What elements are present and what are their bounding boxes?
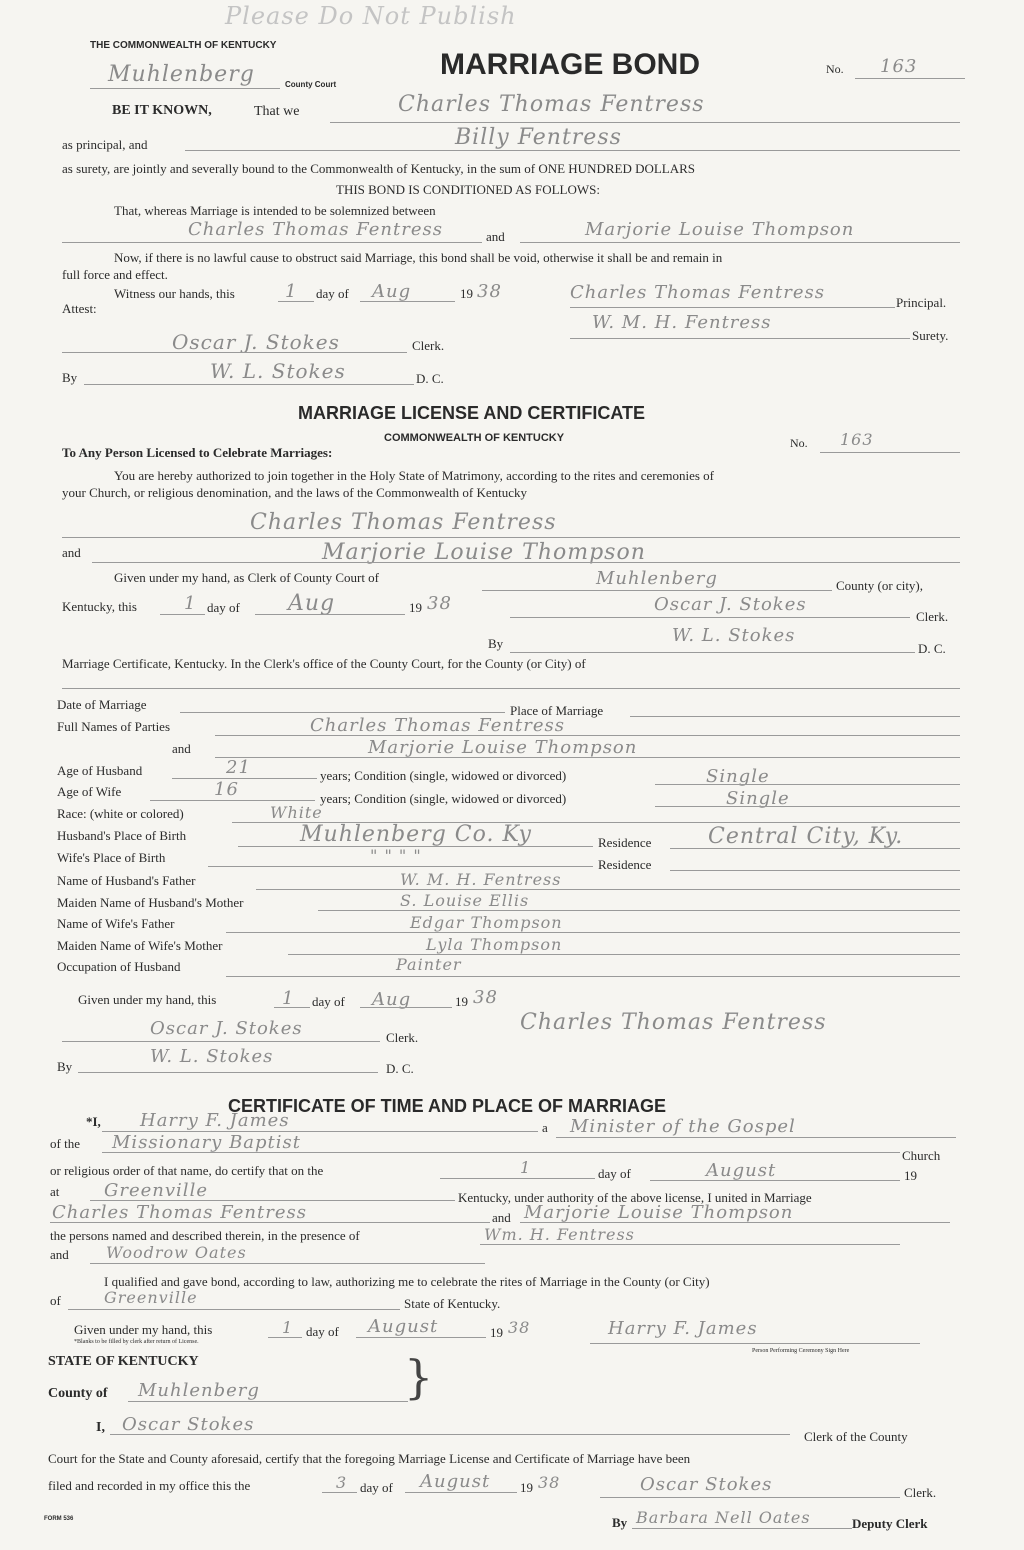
line	[92, 562, 960, 563]
wife-father: Edgar Thompson	[410, 913, 563, 932]
line	[215, 735, 960, 736]
state-year-prefix: 19	[520, 1480, 533, 1495]
bond-county: Muhlenberg	[108, 62, 255, 87]
whereas-text: That, whereas Marriage is intended to be solemnized between	[114, 203, 436, 218]
cert-year: 38	[473, 987, 498, 1008]
age-husband-label: Age of Husband	[57, 763, 143, 778]
state-of-kentucky: STATE OF KENTUCKY	[48, 1354, 199, 1369]
sign-here-note: Person Performing Ceremony Sign Here	[752, 1348, 850, 1354]
license-dc-signature: W. L. Stokes	[672, 625, 796, 646]
time-place-title: CERTIFICATE OF TIME AND PLACE OF MARRIAGE	[228, 1096, 666, 1116]
bond-groom: Charles Thomas Fentress	[188, 219, 443, 240]
license-month: Aug	[288, 591, 336, 616]
bond-no-value: 163	[880, 56, 918, 77]
year-prefix: 19	[460, 286, 473, 301]
date-of-marriage-label: Date of Marriage	[57, 697, 147, 712]
cert-clerk-signature: Oscar J. Stokes	[150, 1018, 303, 1039]
line	[62, 1041, 380, 1042]
tp-of-label: of	[50, 1293, 61, 1308]
line	[655, 784, 960, 785]
line	[150, 800, 315, 801]
bond-bride: Marjorie Louise Thompson	[585, 219, 855, 240]
tp-day: 1	[520, 1158, 532, 1177]
form-number: FORM 536	[44, 1516, 74, 1522]
bond-county-line	[90, 88, 280, 89]
clerk-of-county-text: Clerk of the County	[804, 1429, 908, 1444]
i-label: *I,	[86, 1114, 101, 1129]
line	[110, 1434, 790, 1435]
kentucky-under-text: Kentucky, under authority of the above license, I united in Marriage	[458, 1190, 812, 1205]
line	[226, 976, 960, 977]
tp-and-2: and	[50, 1247, 69, 1262]
applicant-signature: Charles Thomas Fentress	[520, 1010, 827, 1035]
tp-given-text: Given under my hand, this	[74, 1322, 213, 1337]
certificate-intro: Marriage Certificate, Kentucky. In the Clerk's office of the County Court, for the County (or City) of	[62, 656, 586, 671]
line	[278, 301, 314, 302]
line	[480, 1244, 900, 1245]
state-of-ky-text: State of Kentucky.	[404, 1296, 501, 1311]
cert-given-text: Given under my hand, this	[78, 992, 217, 1007]
cert-dc-label: D. C.	[386, 1061, 414, 1076]
line	[670, 870, 960, 871]
cert-day-of: day of	[312, 994, 345, 1009]
bond-year: 38	[477, 281, 502, 302]
line	[570, 338, 910, 339]
bond-by-label: By	[62, 370, 78, 385]
license-day: 1	[184, 593, 197, 614]
state-i-label: I,	[96, 1420, 105, 1435]
license-groom: Charles Thomas Fentress	[250, 510, 557, 535]
bond-title: MARRIAGE BOND	[440, 48, 700, 81]
bond-principal-name: Charles Thomas Fentress	[398, 92, 705, 117]
license-clerk-signature: Oscar J. Stokes	[654, 594, 807, 615]
at-label: at	[50, 1184, 60, 1199]
line	[482, 590, 832, 591]
brace: }	[404, 1350, 434, 1404]
tp-month: August	[706, 1160, 777, 1181]
race-value: White	[270, 803, 323, 822]
surety-signature: W. M. H. Fentress	[592, 312, 772, 333]
tp-day-of: day of	[598, 1166, 631, 1181]
line	[50, 1222, 490, 1223]
court-text: Court for the State and County aforesaid, certify that the foregoing Marriage License and Certificate of Marriage have been	[48, 1451, 691, 1466]
minister-signature: Harry F. James	[608, 1318, 758, 1339]
line	[570, 307, 895, 308]
cert-by-label: By	[57, 1059, 73, 1074]
years-condition-husband: years; Condition (single, widowed or divorced)	[320, 768, 567, 783]
license-year-prefix: 19	[409, 600, 422, 615]
line	[820, 452, 960, 453]
line	[520, 1222, 950, 1223]
minister-name: Harry F. James	[140, 1110, 290, 1131]
of-the-label: of the	[50, 1136, 80, 1151]
husband-birth-label: Husband's Place of Birth	[57, 828, 187, 843]
license-and-label: and	[62, 545, 81, 560]
church-label: Church	[902, 1148, 941, 1163]
religious-order-text: or religious order of that name, do certify that on the	[50, 1163, 324, 1178]
license-clerk-label: Clerk.	[916, 609, 949, 624]
bond-dc-label: D. C.	[416, 371, 444, 386]
license-dc-label: D. C.	[918, 641, 946, 656]
license-county: Muhlenberg	[596, 568, 718, 589]
bond-month: Aug	[372, 281, 412, 302]
bond-surety-name: Billy Fentress	[455, 125, 622, 150]
line	[356, 1337, 486, 1338]
cert-day: 1	[282, 988, 295, 1009]
state-day: 3	[336, 1473, 348, 1492]
license-year: 38	[427, 593, 452, 614]
wife-birth: " " " "	[370, 846, 422, 865]
surety-label: Surety.	[912, 328, 949, 343]
tp-given-year: 38	[508, 1318, 531, 1337]
bond-dc-signature: W. L. Stokes	[210, 359, 346, 383]
principal-signature: Charles Thomas Fentress	[570, 282, 825, 303]
be-it-known: BE IT KNOWN,	[112, 103, 212, 118]
now-if-2: full force and effect.	[62, 267, 168, 282]
husband-condition: Single	[706, 766, 770, 787]
line	[256, 889, 960, 890]
state-clerk-label: Clerk.	[904, 1485, 937, 1500]
line	[160, 614, 205, 615]
line	[255, 614, 405, 615]
husband-father-label: Name of Husband's Father	[57, 873, 196, 888]
line	[62, 352, 407, 353]
line	[62, 688, 960, 689]
witness-text: Witness our hands, this	[114, 286, 235, 301]
line	[226, 932, 960, 933]
line	[655, 806, 960, 807]
cert-bride: Marjorie Louise Thompson	[368, 737, 638, 758]
age-wife-label: Age of Wife	[57, 784, 122, 799]
state-county: Muhlenberg	[138, 1380, 260, 1401]
husband-residence-label: Residence	[598, 835, 652, 850]
deputy-signature: Barbara Nell Oates	[636, 1508, 811, 1527]
state-day-of: day of	[360, 1480, 393, 1495]
license-title: MARRIAGE LICENSE AND CERTIFICATE	[298, 403, 646, 423]
line	[650, 1180, 900, 1181]
occupation-label: Occupation of Husband	[57, 959, 181, 974]
line	[520, 242, 960, 243]
state-month: August	[420, 1471, 491, 1492]
line	[84, 384, 414, 385]
age-husband: 21	[226, 757, 251, 778]
line	[670, 848, 960, 849]
wife-birth-label: Wife's Place of Birth	[57, 850, 166, 865]
line	[288, 954, 960, 955]
cert-groom: Charles Thomas Fentress	[310, 715, 565, 736]
husband-father: W. M. H. Fentress	[400, 870, 562, 889]
license-by-label: By	[488, 636, 504, 651]
state-clerk-name: Oscar Stokes	[122, 1414, 255, 1435]
tp-county: Greenville	[104, 1288, 198, 1307]
line	[318, 910, 960, 911]
deputy-clerk-label: Deputy Clerk	[852, 1516, 928, 1531]
minister-title: Minister of the Gospel	[570, 1116, 796, 1137]
line	[556, 1137, 956, 1138]
line	[405, 1492, 517, 1493]
wife-father-label: Name of Wife's Father	[57, 916, 175, 931]
now-if-1: Now, if there is no lawful cause to obstruct said Marriage, this bond shall be void, otherwise it shall be and remain in	[114, 250, 723, 265]
line	[208, 866, 593, 867]
tp-given-month: August	[368, 1316, 439, 1337]
cert-clerk-label: Clerk.	[386, 1030, 419, 1045]
line	[185, 150, 960, 151]
line	[274, 1007, 310, 1008]
tp-bride: Marjorie Louise Thompson	[524, 1202, 794, 1223]
state-year: 38	[538, 1473, 561, 1492]
license-no-label: No.	[790, 436, 808, 450]
a-label: a	[542, 1120, 548, 1135]
line	[600, 1497, 900, 1498]
tp-given-year-prefix: 19	[490, 1325, 503, 1340]
line	[322, 1492, 357, 1493]
commonwealth-header: THE COMMONWEALTH OF KENTUCKY	[90, 40, 277, 51]
tp-given-day-of: day of	[306, 1324, 339, 1339]
line	[102, 1152, 900, 1153]
place-of-marriage-label: Place of Marriage	[510, 703, 604, 718]
bond-no-line	[855, 78, 965, 79]
county-or-city-label: County (or city),	[836, 578, 924, 593]
filed-text: filed and recorded in my office this the	[48, 1478, 251, 1493]
line	[62, 242, 482, 243]
kentucky-this: Kentucky, this	[62, 599, 137, 614]
conditioned-heading: THIS BOND IS CONDITIONED AS FOLLOWS:	[336, 182, 600, 197]
line	[68, 1309, 400, 1310]
tp-place: Greenville	[104, 1180, 208, 1201]
bond-no-label: No.	[826, 62, 844, 76]
wife-mother: Lyla Thompson	[426, 935, 563, 954]
cert-month: Aug	[372, 989, 412, 1010]
tp-groom: Charles Thomas Fentress	[52, 1202, 307, 1223]
auth-text-1: You are hereby authorized to join together in the Holy State of Matrimony, according to the rites and ceremonies of	[114, 468, 714, 483]
principal-label: Principal.	[896, 295, 947, 310]
race-label: Race: (white or colored)	[57, 806, 184, 821]
line	[180, 712, 505, 713]
husband-mother: S. Louise Ellis	[400, 891, 530, 910]
cert-and-label: and	[172, 741, 191, 756]
as-principal: as principal, and	[62, 137, 148, 152]
tp-and-1: and	[492, 1210, 511, 1225]
attest-label: Attest:	[62, 301, 97, 316]
cert-year-prefix: 19	[455, 994, 468, 1009]
bond-clerk-label: Clerk.	[412, 338, 445, 353]
full-names-label: Full Names of Parties	[57, 719, 171, 734]
license-no-value: 163	[840, 430, 874, 449]
husband-birth: Muhlenberg Co. Ky	[300, 822, 532, 847]
husband-residence: Central City, Ky.	[708, 824, 904, 849]
line	[330, 122, 960, 123]
persons-named-text: the persons named and described therein, in the presence of	[50, 1228, 360, 1243]
husband-mother-label: Maiden Name of Husband's Mother	[57, 895, 244, 910]
line	[78, 1072, 378, 1073]
surety-text: as surety, are jointly and severally bound to the Commonwealth of Kentucky, in the sum of ONE HUNDRED DOLLARS	[62, 161, 696, 176]
line	[90, 1263, 485, 1264]
occupation: Painter	[396, 955, 462, 974]
line	[62, 537, 960, 538]
auth-text-2: your Church, or religious denomination, and the laws of the Commonwealth of Kentucky	[62, 485, 528, 500]
witness-1: Wm. H. Fentress	[484, 1225, 635, 1244]
line	[268, 1337, 302, 1338]
years-condition-wife: years; Condition (single, widowed or divorced)	[320, 791, 567, 806]
witness-2: Woodrow Oates	[106, 1243, 247, 1262]
blanks-note: *Blanks to be filled by clerk after return of License.	[74, 1339, 199, 1345]
line	[215, 757, 960, 758]
line	[360, 301, 455, 302]
line	[632, 1528, 852, 1529]
church-name: Missionary Baptist	[112, 1132, 302, 1153]
line	[510, 617, 910, 618]
state-by-label: By	[612, 1515, 628, 1530]
bond-clerk-signature: Oscar J. Stokes	[172, 330, 340, 354]
state-clerk-signature: Oscar Stokes	[640, 1474, 773, 1495]
line	[172, 778, 317, 779]
that-we: That we	[254, 104, 300, 119]
license-commonwealth: COMMONWEALTH OF KENTUCKY	[384, 432, 565, 444]
line	[510, 652, 915, 653]
license-given-text: Given under my hand, as Clerk of County Court of	[114, 570, 380, 585]
cert-dc-signature: W. L. Stokes	[150, 1046, 274, 1067]
line	[590, 1343, 920, 1344]
license-bride: Marjorie Louise Thompson	[322, 540, 646, 565]
line	[90, 1200, 455, 1201]
age-wife: 16	[214, 779, 239, 800]
day-of-label: day of	[316, 286, 349, 301]
tp-given-day: 1	[282, 1318, 294, 1337]
tp-year-prefix: 19	[904, 1168, 917, 1183]
qualified-text: I qualified and gave bond, according to law, authorizing me to celebrate the rites of Marriage in the County (or City)	[104, 1274, 710, 1289]
and-label: and	[486, 229, 505, 244]
county-court-label: County Court	[285, 80, 337, 89]
line	[440, 1178, 595, 1179]
county-of-label: County of	[48, 1386, 108, 1401]
line	[630, 716, 960, 717]
bond-day: 1	[285, 281, 298, 302]
license-day-of: day of	[207, 600, 240, 615]
wife-mother-label: Maiden Name of Wife's Mother	[57, 938, 223, 953]
line	[128, 1401, 408, 1402]
to-any-person: To Any Person Licensed to Celebrate Marriages:	[62, 445, 333, 460]
stamp-text: Please Do Not Publish	[225, 2, 517, 30]
wife-residence-label: Residence	[598, 857, 652, 872]
line	[360, 1007, 452, 1008]
wife-condition: Single	[726, 788, 790, 809]
